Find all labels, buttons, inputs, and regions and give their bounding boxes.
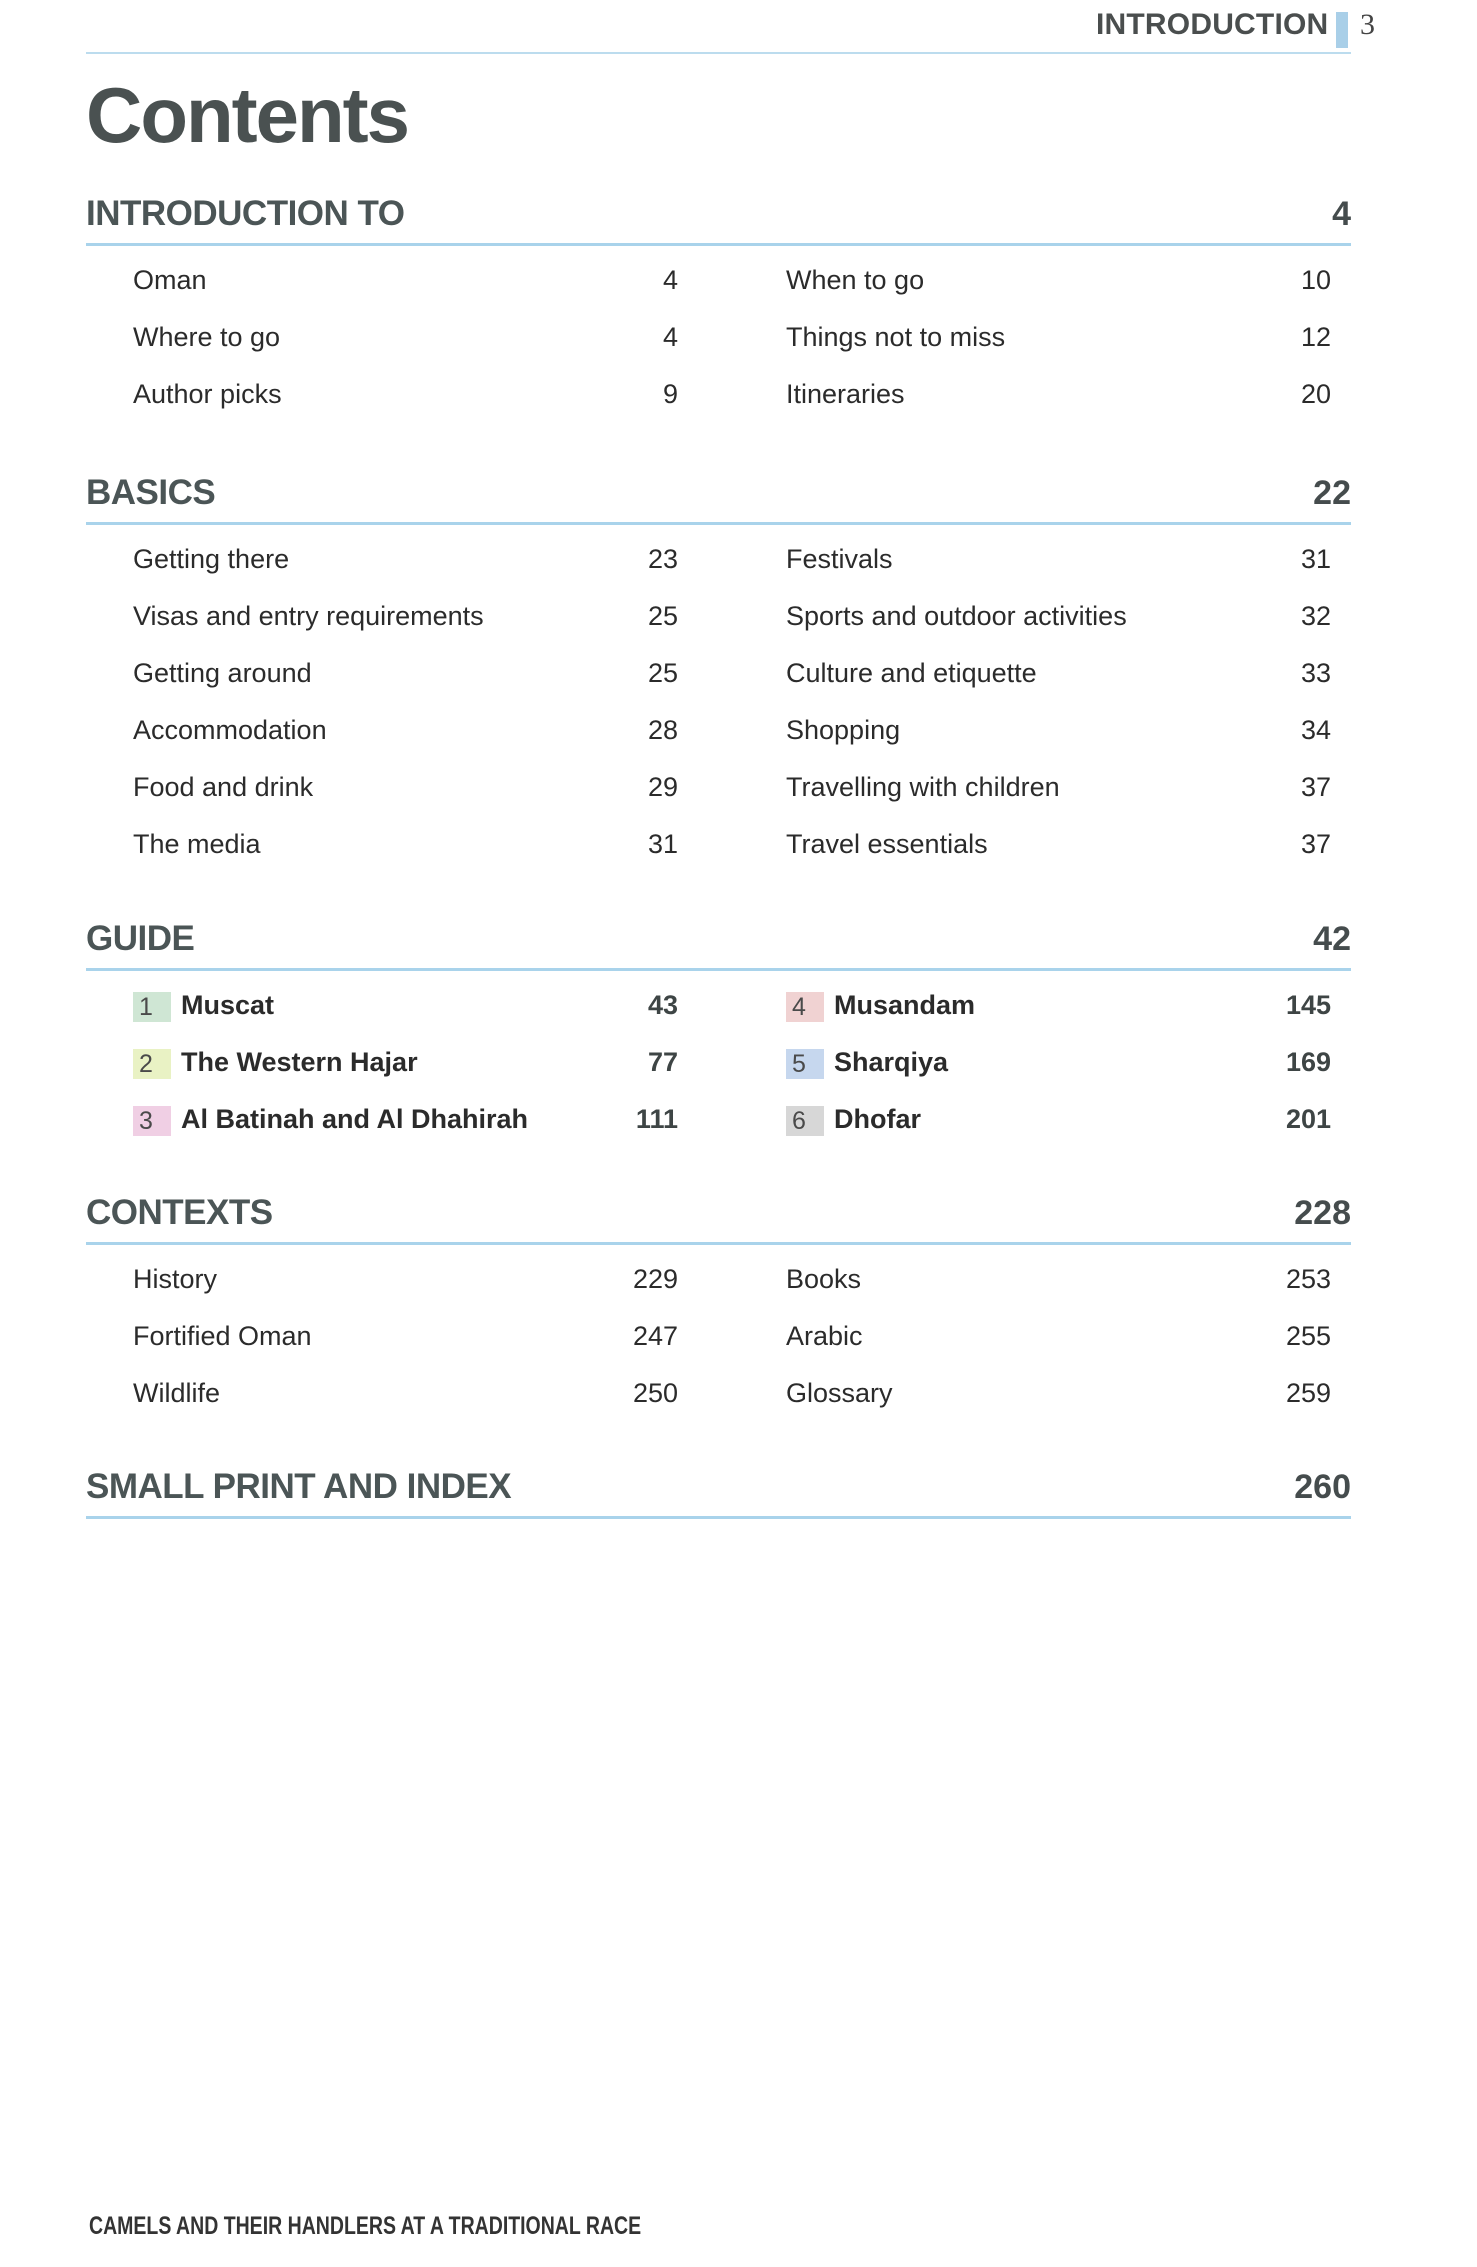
toc-entry-label: Food and drink: [133, 772, 314, 802]
toc-entry[interactable]: [786, 715, 1331, 755]
toc-entry-page: 34: [1300, 715, 1331, 745]
toc-entry-label: Shopping: [786, 715, 901, 745]
section-title: BASICS: [86, 473, 216, 512]
guide-chapter-entry[interactable]: [786, 1104, 1331, 1144]
toc-entry-label: Author picks: [133, 379, 282, 409]
section-rule: [86, 1242, 1351, 1245]
section-rule: [86, 243, 1351, 246]
toc-entry-label: Wildlife: [133, 1378, 221, 1408]
toc-entry-page: 25: [647, 658, 678, 688]
toc-entry[interactable]: [133, 658, 678, 698]
toc-entry-label: Where to go: [133, 322, 281, 352]
toc-entry[interactable]: [786, 544, 1331, 584]
toc-entry[interactable]: [133, 1321, 678, 1361]
toc-entry-page: 253: [1285, 1264, 1331, 1294]
toc-entry-page: 37: [1300, 829, 1331, 859]
toc-entry-label: Books: [786, 1264, 862, 1294]
toc-entry-label: Things not to miss: [786, 322, 1006, 352]
chapter-number-badge: 4: [786, 992, 824, 1022]
section-page-number: 42: [1313, 920, 1351, 958]
section-header: [86, 1455, 1351, 1519]
toc-entry-label: Travel essentials: [786, 829, 988, 859]
toc-entry-label: Fortified Oman: [133, 1321, 312, 1351]
toc-entry[interactable]: [133, 601, 678, 641]
chapter-number-badge: 5: [786, 1049, 824, 1079]
guide-chapter-entry[interactable]: [133, 990, 678, 1030]
toc-entry-page: 28: [647, 715, 678, 745]
toc-entry[interactable]: [786, 772, 1331, 812]
toc-entry-label: History: [133, 1264, 218, 1294]
running-head-marker: [1336, 12, 1348, 48]
chapter-number-badge: 2: [133, 1049, 171, 1079]
toc-entry-label: When to go: [786, 265, 925, 295]
toc-entry[interactable]: [133, 1264, 678, 1304]
section-header: [86, 907, 1351, 971]
toc-entry-label: Al Batinah and Al Dhahirah: [181, 1104, 529, 1134]
section-header: [86, 182, 1351, 246]
toc-entry[interactable]: [133, 379, 678, 419]
toc-entry-page: 201: [1285, 1104, 1331, 1134]
toc-entry-label: Getting around: [133, 658, 312, 688]
toc-entry[interactable]: [786, 1321, 1331, 1361]
toc-entry-page: 32: [1300, 601, 1331, 631]
toc-entry-page: 229: [632, 1264, 678, 1294]
toc-entry-page: 4: [662, 265, 678, 295]
guide-chapter-entry[interactable]: [786, 990, 1331, 1030]
toc-entry-page: 9: [662, 379, 678, 409]
guide-chapter-entry[interactable]: [786, 1047, 1331, 1087]
toc-entry-label: Sharqiya: [834, 1047, 949, 1077]
toc-entry-label: Getting there: [133, 544, 290, 574]
toc-entry-page: 20: [1300, 379, 1331, 409]
toc-entry[interactable]: [133, 715, 678, 755]
toc-entry-page: 250: [632, 1378, 678, 1408]
toc-entry-label: Travelling with children: [786, 772, 1060, 802]
top-rule: [86, 52, 1351, 54]
toc-entry[interactable]: [786, 1378, 1331, 1418]
toc-entry[interactable]: [786, 1264, 1331, 1304]
section-title: INTRODUCTION TO: [86, 194, 405, 233]
toc-entry-page: 12: [1300, 322, 1331, 352]
toc-entry[interactable]: [133, 265, 678, 305]
toc-entry-label: Itineraries: [786, 379, 905, 409]
toc-entry-page: 25: [647, 601, 678, 631]
section-title: GUIDE: [86, 919, 195, 958]
section-page-number: 4: [1332, 195, 1351, 233]
section-page-number: 260: [1294, 1468, 1351, 1506]
photo-caption: CAMELS AND THEIR HANDLERS AT A TRADITIONAL RACE: [89, 2212, 642, 2240]
toc-entry-label: Musandam: [834, 990, 976, 1020]
toc-entry-page: 10: [1300, 265, 1331, 295]
section-rule: [86, 522, 1351, 525]
toc-entry-label: Accommodation: [133, 715, 327, 745]
toc-entry[interactable]: [133, 1378, 678, 1418]
toc-entry[interactable]: [786, 379, 1331, 419]
toc-entry-label: Visas and entry requirements: [133, 601, 484, 631]
toc-entry[interactable]: [133, 772, 678, 812]
toc-entry-page: 145: [1285, 990, 1331, 1020]
toc-entry-page: 37: [1300, 772, 1331, 802]
toc-entry-label: Glossary: [786, 1378, 893, 1408]
toc-entry-label: Oman: [133, 265, 207, 295]
section-header: [86, 1181, 1351, 1245]
toc-entry-page: 255: [1285, 1321, 1331, 1351]
toc-entry-label: Muscat: [181, 990, 275, 1020]
section-rule: [86, 968, 1351, 971]
page-title: Contents: [86, 71, 408, 159]
toc-entry[interactable]: [786, 829, 1331, 869]
chapter-number-badge: 1: [133, 992, 171, 1022]
section-title: CONTEXTS: [86, 1193, 273, 1232]
toc-entry-page: 23: [647, 544, 678, 574]
toc-entry-page: 247: [632, 1321, 678, 1351]
page-number: 3: [1360, 8, 1375, 41]
section-header: [86, 461, 1351, 525]
toc-entry[interactable]: [786, 658, 1331, 698]
toc-entry-page: 29: [647, 772, 678, 802]
toc-entry-label: Culture and etiquette: [786, 658, 1037, 688]
toc-entry-page: 259: [1285, 1378, 1331, 1408]
running-head: INTRODUCTION: [1096, 8, 1329, 41]
toc-entry[interactable]: [786, 601, 1331, 641]
toc-entry-label: Sports and outdoor activities: [786, 601, 1127, 631]
toc-entry-label: Arabic: [786, 1321, 863, 1351]
toc-entry-page: 33: [1300, 658, 1331, 688]
section-rule: [86, 1516, 1351, 1519]
toc-entry-label: Festivals: [786, 544, 893, 574]
toc-entry-label: Dhofar: [834, 1104, 921, 1134]
toc-entry-label: The media: [133, 829, 261, 859]
chapter-number-badge: 6: [786, 1106, 824, 1136]
toc-entry-page: 77: [647, 1047, 678, 1077]
toc-entry-page: 31: [1300, 544, 1331, 574]
section-title: SMALL PRINT AND INDEX: [86, 1467, 512, 1506]
toc-entry[interactable]: [786, 265, 1331, 305]
toc-entry-page: 31: [647, 829, 678, 859]
guide-chapter-entry[interactable]: [133, 1104, 678, 1144]
section-page-number: 228: [1294, 1194, 1351, 1232]
toc-entry[interactable]: [786, 322, 1331, 362]
toc-entry[interactable]: [133, 829, 678, 869]
guide-chapter-entry[interactable]: [133, 1047, 678, 1087]
toc-entry-page: 111: [635, 1104, 678, 1134]
toc-entry-page: 4: [662, 322, 678, 352]
section-page-number: 22: [1313, 474, 1351, 512]
toc-entry-label: The Western Hajar: [181, 1047, 418, 1077]
toc-entry[interactable]: [133, 322, 678, 362]
chapter-number-badge: 3: [133, 1106, 171, 1136]
toc-entry-page: 43: [647, 990, 678, 1020]
toc-entry[interactable]: [133, 544, 678, 584]
toc-entry-page: 169: [1285, 1047, 1331, 1077]
